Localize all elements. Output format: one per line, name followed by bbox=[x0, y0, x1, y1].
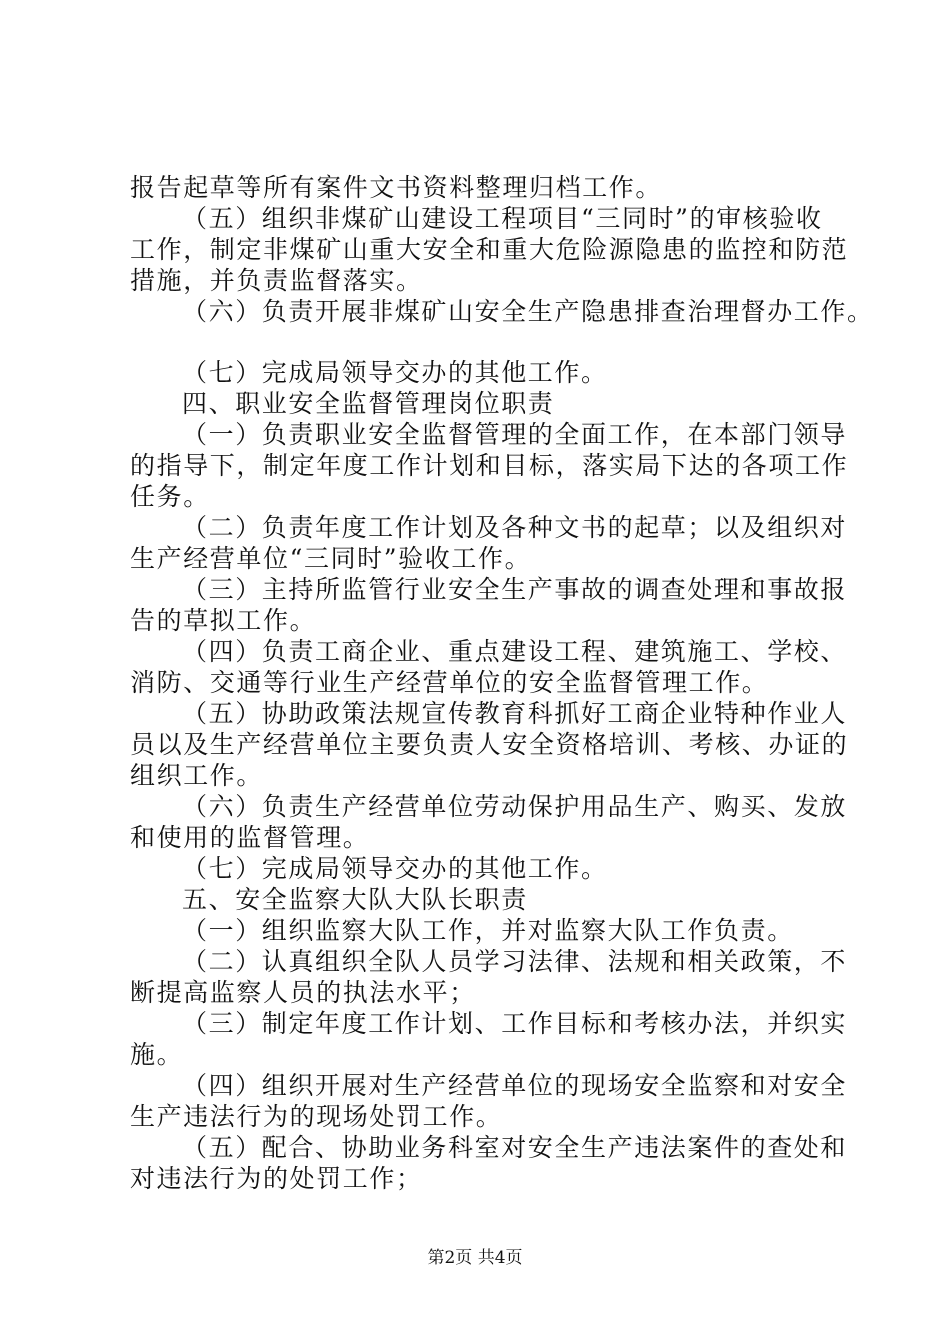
text-line: 对违法行为的处罚工作； bbox=[130, 1164, 423, 1193]
text-line: 生产经营单位“三同时”验收工作。 bbox=[130, 544, 532, 573]
text-line: （二）认真组织全队人员学习法律、法规和相关政策，不 bbox=[182, 947, 848, 976]
text-line: （五）协助政策法规宣传教育科抓好工商企业特种作业人 bbox=[182, 699, 848, 728]
text-line: 断提高监察人员的执法水平； bbox=[130, 978, 476, 1007]
text-line: （七）完成局领导交办的其他工作。 bbox=[182, 854, 608, 883]
text-line: 工作，制定非煤矿山重大安全和重大危险源隐患的监控和防范 bbox=[130, 235, 849, 264]
text-line: 消防、交通等行业生产经营单位的安全监督管理工作。 bbox=[130, 668, 769, 697]
text-line: （三）制定年度工作计划、工作目标和考核办法，并织实 bbox=[182, 1009, 848, 1038]
page-footer: 第2页 共4页 bbox=[427, 1248, 523, 1268]
text-line: 员以及生产经营单位主要负责人安全资格培训、考核、办证的 bbox=[130, 730, 849, 759]
text-line: 生产违法行为的现场处罚工作。 bbox=[130, 1102, 503, 1131]
paragraph-gap bbox=[130, 327, 840, 357]
text-line: （六）负责生产经营单位劳动保护用品生产、购买、发放 bbox=[182, 792, 848, 821]
text-line: 任务。 bbox=[130, 482, 210, 511]
text-line: 五、安全监察大队大队长职责 bbox=[182, 885, 528, 914]
text-line: （六）负责开展非煤矿山安全生产隐患排查治理督办工作。 bbox=[182, 297, 874, 326]
text-line: 组织工作。 bbox=[130, 761, 264, 790]
text-line: 的指导下，制定年度工作计划和目标，落实局下达的各项工作 bbox=[130, 451, 849, 480]
text-line: 和使用的监督管理。 bbox=[130, 823, 370, 852]
text-line: （一）组织监察大队工作，并对监察大队工作负责。 bbox=[182, 916, 794, 945]
text-line: （五）配合、协助业务科室对安全生产违法案件的查处和 bbox=[182, 1133, 848, 1162]
text-line: 措施，并负责监督落实。 bbox=[130, 266, 423, 295]
text-line: （一）负责职业安全监督管理的全面工作，在本部门领导 bbox=[182, 420, 848, 449]
text-line: 报告起草等所有案件文书资料整理归档工作。 bbox=[130, 173, 663, 202]
text-line: 四、职业安全监督管理岗位职责 bbox=[182, 389, 555, 418]
text-line: 施。 bbox=[130, 1040, 184, 1069]
text-line: （三）主持所监管行业安全生产事故的调查处理和事故报 bbox=[182, 575, 848, 604]
text-line: （五）组织非煤矿山建设工程项目“三同时”的审核验收 bbox=[182, 204, 823, 233]
text-line: 告的草拟工作。 bbox=[130, 606, 317, 635]
document-body bbox=[130, 172, 874, 1194]
text-line: （二）负责年度工作计划及各种文书的起草；以及组织对 bbox=[182, 513, 848, 542]
text-line: （四）组织开展对生产经营单位的现场安全监察和对安全 bbox=[182, 1071, 848, 1100]
text-line: （七）完成局领导交办的其他工作。 bbox=[182, 358, 608, 387]
text-line: （四）负责工商企业、重点建设工程、建筑施工、学校、 bbox=[182, 637, 848, 666]
